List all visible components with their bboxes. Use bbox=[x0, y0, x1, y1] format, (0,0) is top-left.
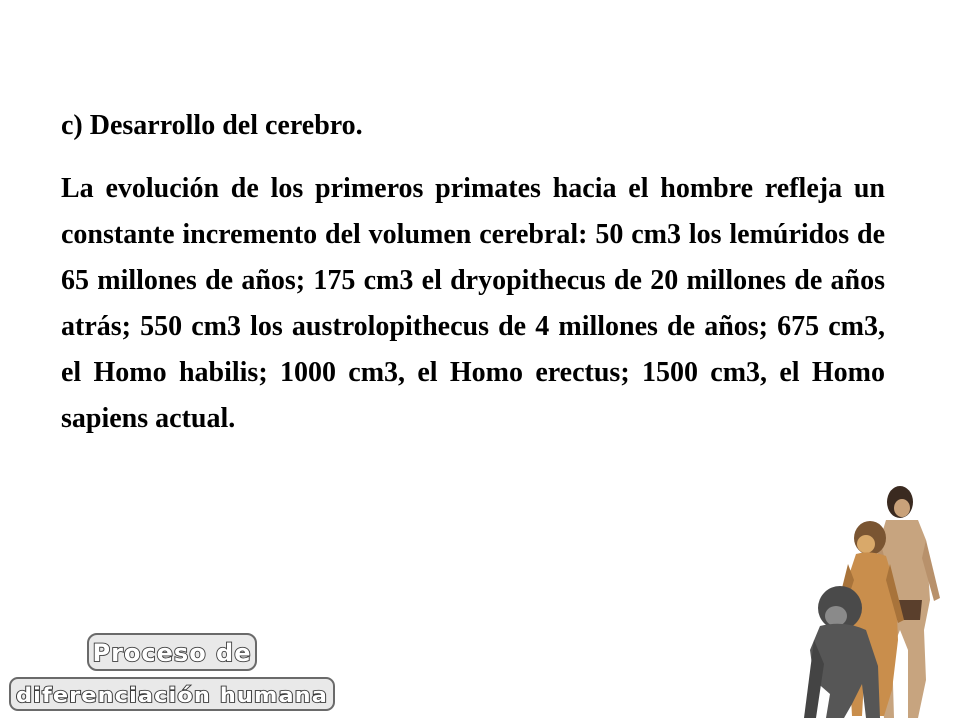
logo-line-1: Proceso de bbox=[92, 639, 252, 667]
process-logo bbox=[8, 630, 338, 714]
logo-line-2: diferenciación humana bbox=[16, 683, 328, 707]
hominid-evolution-icon bbox=[800, 480, 960, 720]
slide-body-text: La evolución de los primeros primates hacia el hombre refleja un constante incremento del volumen cerebral: 50 cm3 los lemúridos de 65 millones de años; 175 cm3 el dryopithecus de 20 millones de años atrás; 550 cm3 los austrolopithecus de 4 millones de años; 675 cm3, el Homo habilis; 1000 cm3, el Homo erectus; 1500 cm3, el Homo sapiens actual. bbox=[61, 173, 885, 434]
slide-heading: c) Desarrollo del cerebro. bbox=[61, 110, 363, 141]
